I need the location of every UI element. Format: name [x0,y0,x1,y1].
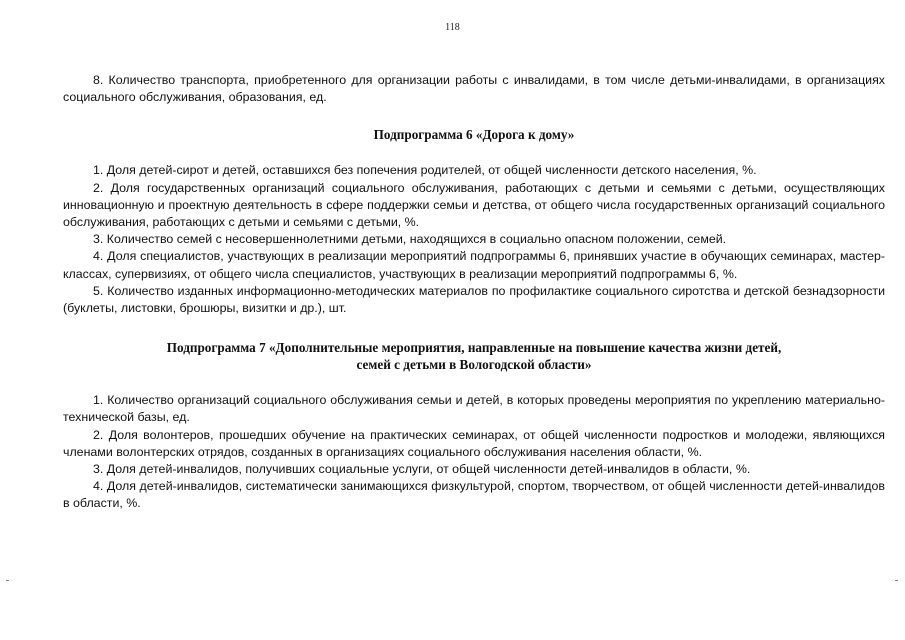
subprogram-7-item: 3. Доля детей-инвалидов, получивших социальные услуги, от общей численности детей-инвалидов в области, %. [93,462,751,477]
subprogram-6-item: 2. Доля государственных организаций социального обслуживания, работающих с детьми и семьями с детьми, осуществляющих инновационную и проектную деятельность в сфере поддержки семьи и детства, от общего числа государственных организаций социального обслуживания, работающих с детьми и семьями с детьми, %. [63,180,885,230]
subprogram-6-item: 5. Количество изданных информационно-методических материалов по профилактике социального сиротства и детской безнадзорности (буклеты, листовки, брошюры, визитки и др.), шт. [63,283,885,316]
scan-edge-marks [0,580,905,582]
scan-mark [6,580,9,581]
subprogram-7-item: 1. Количество организаций социального обслуживания семьи и детей, в которых проведены мероприятия по укреплению материально-технической базы, ед. [63,393,885,425]
subprogram-6-item: 4. Доля специалистов, участвующих в реализации мероприятий подпрограммы 6, принявших участие в обучающих семинарах, мастер-классах, супервизиях, от общего числа специалистов, участвующих в реализации мероприятий подпрограммы 6, %. [63,249,885,281]
subprogram-6-list [63,162,885,317]
subprogram-6-title: Подпрограмма 6 «Дорога к дому» [373,127,575,143]
subprogram-6-item: 1. Доля детей-сирот и детей, оставшихся без попечения родителей, от общей численности детского населения, %. [93,163,757,178]
page-number: 118 [445,22,460,33]
intro-item-8: 8. Количество транспорта, приобретенного для организации работы с инвалидами, в том числе детьми-инвалидами, в организациях социального обслуживания, образования, ед. [63,73,885,105]
subprogram-7-item: 2. Доля волонтеров, прошедших обучение на практических семинарах, от общей численности подростков и молодежи, являющихся членами волонтерских отрядов, созданных в организациях социального обслуживания населения области, %. [63,427,885,459]
subprogram-7-title [63,339,885,373]
subprogram-7-list [63,392,885,512]
document-body [63,72,885,513]
subprogram-6-item: 3. Количество семей с несовершеннолетними детьми, находящихся в социально опасном положении, семей. [93,232,727,247]
scan-mark [895,580,898,581]
subprogram-7-title-line-2: семей с детьми в Вологодской области» [356,357,592,373]
subprogram-7-title-line-1: Подпрограмма 7 «Дополнительные мероприятия, направленные на повышение качества жизни детей, [166,340,782,356]
subprogram-7-item: 4. Доля детей-инвалидов, систематически занимающихся физкультурой, спортом, творчеством, от общей численности детей-инвалидов в области, %. [63,479,885,511]
